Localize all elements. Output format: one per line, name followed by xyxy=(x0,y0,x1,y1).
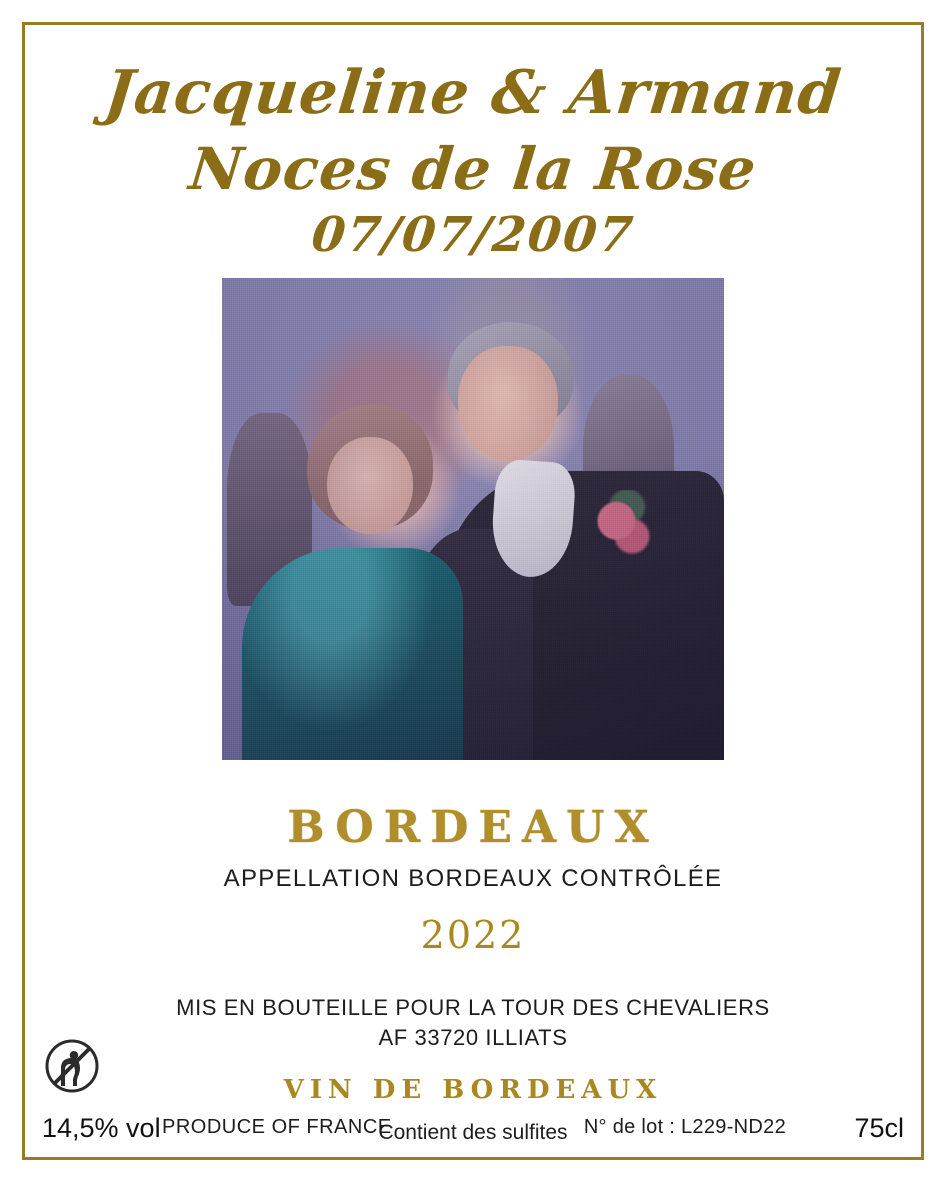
photo-grain xyxy=(222,278,724,760)
bottler-line-1: MIS EN BOUTEILLE POUR LA TOUR DES CHEVALIERS xyxy=(176,995,770,1021)
headline-block xyxy=(40,58,906,263)
label-footer xyxy=(40,1104,906,1144)
pregnancy-warning-icon xyxy=(44,1038,100,1094)
headline-occasion: Noces de la Rose xyxy=(186,135,760,203)
photo-canvas xyxy=(222,278,724,760)
couple-photo xyxy=(222,278,724,760)
bottler-line-2: AF 33720 ILLIATS xyxy=(378,1024,568,1050)
region-title: BORDEAUX xyxy=(287,802,659,854)
headline-couple-names: Jacqueline & Armand xyxy=(101,58,845,128)
label-content xyxy=(40,36,906,1146)
appellation-controlee: APPELLATION BORDEAUX CONTRÔLÉE xyxy=(223,865,723,893)
appellation-block xyxy=(40,802,906,957)
headline-date: 07/07/2007 xyxy=(308,206,638,263)
bottler-block xyxy=(40,993,906,1052)
alcohol-content: 14,5% vol xyxy=(42,1113,161,1143)
vintage-year: 2022 xyxy=(420,913,526,958)
allergen-notice: Contient des sulfites xyxy=(378,1120,568,1144)
wine-type: VIN DE BORDEAUX xyxy=(283,1074,663,1105)
bottle-volume: 75cl xyxy=(854,1113,904,1143)
lot-number: N° de lot : L229-ND22 xyxy=(583,1116,786,1138)
country-of-origin: PRODUCE OF FRANCE xyxy=(162,1116,392,1138)
